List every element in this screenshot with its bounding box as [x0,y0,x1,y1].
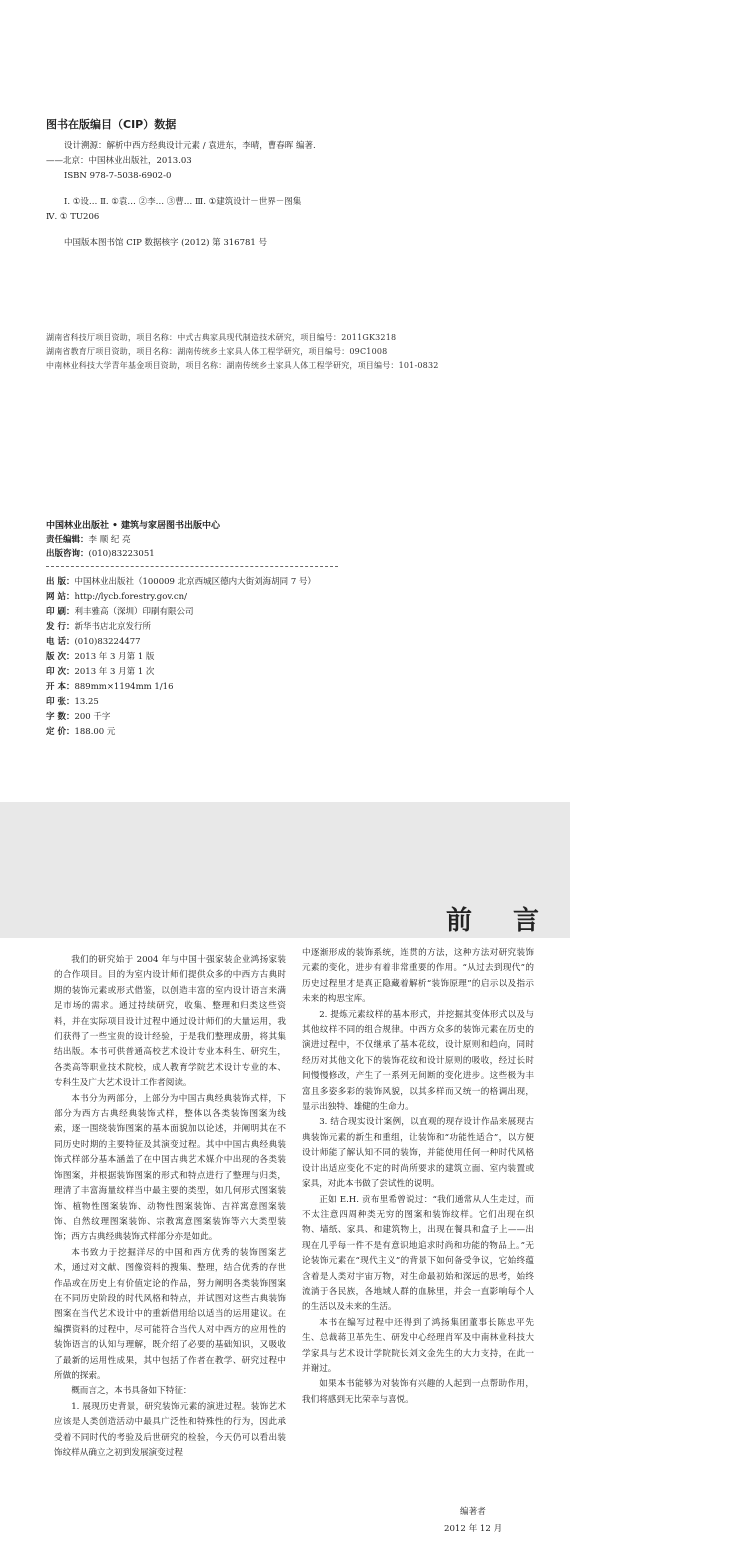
cip-line-class-number: Ⅳ. ① TU206 [46,212,100,222]
preface-paragraph: 3. 结合现实设计案例，以直观的现存设计作品来展现古典装饰元素的新生和重组，让装饰和“功能性适合”，以方便设计师能了解认知不同的装饰，并能使用任何一种时代风格设计出适应变化不定的时尚所要求的建筑立面、室内装置或家具，对此本书做了尝试性的说明。 [302,1117,534,1190]
preface-paragraph: 中逐渐形成的装饰系统，连贯的方法，这种方法对研究装饰元素的变化，进步有着非常重要的作用。“从过去到现代”的历史过程里才是真正隐藏着解析“装饰原理”的启示以及指示未来的构思宝库。 [302,948,534,1005]
pub-info-label: 定 价： [46,727,75,737]
pub-info-label: 开 本： [46,682,75,692]
pub-info-value: 新华书店北京发行所 [74,622,151,632]
pub-info-value: 200 千字 [74,712,111,722]
consult-value: (010)83223051 [88,549,155,559]
preface-paragraph: 本书在编写过程中还得到了鸿扬集团董事长陈忠平先生、总裁蒋卫革先生、研发中心经理肖军及中南林业科技大学家具与艺术设计学院院长刘文金先生的大力支持，在此一并谢过。 [302,1317,534,1374]
preface-paragraph: 如果本书能够为对装饰有兴趣的人起到一点帮助作用，我们将感到无比荣幸与喜悦。 [302,1379,534,1405]
pub-info-row [46,575,316,587]
pub-info-value: 2013 年 3 月第 1 版 [74,652,155,662]
consult-label: 出版咨询： [46,549,89,559]
pub-info-row [46,725,115,737]
pub-info-label: 电 话： [46,637,75,647]
pub-info-label: 网 站： [46,592,75,602]
pub-info-label: 印 次： [46,667,75,677]
pub-info-row [46,635,141,647]
preface-paragraph: 2. 提炼元素纹样的基本形式，并挖掘其变体形式以及与其他纹样不同的组合规律。中西方众多的装饰元素在历史的演进过程中，不仅继承了基本花纹，设计原则和趋向，同时经历对其他文化下的装饰花纹和设计原则的吸收，经过长时间慢慢修改，产生了一系列无间断的变化进步。这些极为丰富且多姿多彩的装饰风貌，以其多样而又统一的格调出现，显示出独特、雄健的生命力。 [302,1009,534,1113]
pub-info-value: 13.25 [74,697,99,707]
pub-info-label: 出 版： [46,577,75,587]
publisher-heading: 中国林业出版社 • 建筑与家居图书出版中心 [46,521,221,531]
preface-title: 前 言 [446,906,556,936]
pub-info-label: 发 行： [46,622,75,632]
preface-paragraph: 正如 E.H. 贡布里希曾说过：“我们通常从人生走过，而不太注意四周种类无穷的图案和装饰纹样。它们出现在织物、墙纸、家具、和建筑物上，出现在餐具和盒子上——出现在几乎每一件不是有意识地追求时尚和功能的物品上。”无论装饰元素在“现代主义”的背景下如何备受争议，它始终蕴含着是人类对宇宙万物，对生命最初始和深远的思考，始终流淌于各民族，各地域人群的血脉里，并会一直影响每个人的生活以及未来的生活。 [302,1194,534,1313]
funding-line: 湖南省科技厅项目资助，项目名称：中式古典家具现代制造技术研究，项目编号：2011GK3218 [46,333,397,342]
preface-paragraph: 概而言之，本书具备如下特征： [71,1386,192,1397]
pub-info-label: 字 数： [46,712,75,722]
preface-right-column [302,946,534,1408]
funding-line: 湖南省教育厅项目资助，项目名称：湖南传统乡土家具人体工程学研究，项目编号：09C1008 [46,347,388,356]
preface-left-column [54,953,286,1461]
website-link[interactable]: http://lycb.forestry.gov.cn/ [74,592,187,602]
pub-info-row [46,650,154,662]
cip-line-title: 设计溯源：解析中西方经典设计元素 / 袁进东，李晴，曹春晖 编著. [64,141,316,151]
preface-paragraph: 1. 展现历史背景，研究装饰元素的演进过程。装饰艺术应该是人类创造活动中最具广泛性和特殊性的行为，因此承受着不同时代的考验及后世研究的检验，今天仍可以看出装饰纹样从确立之初到发展演变过程 [54,1401,286,1458]
pub-info-row [46,605,193,617]
pub-info-value: 利丰雅高（深圳）印刷有限公司 [74,607,194,617]
preface-date: 2012 年 12 月 [444,1524,503,1534]
dashed-divider [46,566,338,567]
preface-paragraph: 本书分为两部分，上部分为中国古典经典装饰式样，下部分为西方古典经典装饰式样，整体以各类装饰图案为线索，逐一围绕装饰图案的基本面貌加以论述，并阐明其在不同历史时期的主要特征及其演变过程。其中中国古典经典装饰式样部分基本涵盖了在中国古典艺术媒介中出现的各类装饰图案，并根据装饰图案的形式和特点进行了整理与归类，理清了丰富海量纹样当中最主要的类型，如几何形式图案装饰、植物性图案装饰、动物性图案装饰、吉祥寓意图案装饰、自然纹理图案装饰、宗教寓意图案装饰等六大类型装饰；西方古典经典装饰式样部分亦是如此。 [54,1093,286,1243]
pub-info-label: 印 张： [46,697,75,707]
pub-info-row [46,695,99,707]
cip-line-publisher: ——北京：中国林业出版社，2013.03 [46,156,192,166]
pub-info-value: 188.00 元 [74,727,116,737]
consult-row [46,547,155,559]
editor-row [46,533,131,545]
cip-line-isbn: ISBN 978-7-5038-6902-0 [64,171,172,181]
pub-info-value: 2013 年 3 月第 1 次 [74,667,155,677]
cip-title: 图书在版编目（CIP）数据 [46,118,177,131]
pub-info-row [46,710,110,722]
pub-info-row [46,620,151,632]
pub-info-value: (010)83224477 [74,637,141,647]
preface-paragraph: 本书致力于挖掘洋尽的中国和西方优秀的装饰图案艺术，通过对文献、图像资料的搜集、整理，结合优秀的存世作品或在历史上有价值定论的作品，努力阐明各类装饰图案在不同历史阶段的时代风格和特点，并试图对这些古典装饰图案在当代艺术设计中的重新借用给以适当的运用建议。在编撰资料的过程中，尽可能符合当代人对中西方的应用性的装饰语言的认知与理解，既介绍了必要的基础知识，又吸收了最新的运用性成果，其中包括了作者在教学、研究过程中所做的探索。 [54,1247,286,1381]
pub-info-value: 889mm×1194mm 1/16 [74,682,174,692]
editor-value: 李 顺 纪 亮 [88,535,131,545]
cip-line-record-number: 中国版本图书馆 CIP 数据核字 (2012) 第 316781 号 [64,238,268,248]
pub-info-value: 中国林业出版社（100009 北京西城区德内大街刘海胡同 7 号） [74,577,316,587]
cip-line-classification: Ⅰ. ①设… Ⅱ. ①袁… ②李… ③曹… Ⅲ. ①建筑设计－世界－图集 [64,197,302,207]
pub-info-row [46,680,173,692]
pub-info-label: 印 刷： [46,607,75,617]
pub-info-label: 版 次： [46,652,75,662]
pub-info-row [46,590,187,602]
preface-paragraph: 我们的研究始于 2004 年与中国十强家装企业鸿扬家装的合作项目。目的为室内设计师们提供众多的中西方古典时期的装饰元素或形式借鉴，以创造丰富的室内设计语言来满足市场的需求。通过持续研究，收集、整理和归类这些资料，并在实际项目设计过程中通过设计师们的大量运用，我们获得了一些宝贵的设计经验，于是我们整理成册，将其集结出版。本书可供普通高校艺术设计专业本科生、研究生，各类高等职业技术院校，成人教育学院艺术设计专业的本、专科生及广大艺术设计工作者阅读。 [54,955,286,1089]
funding-line: 中南林业科技大学青年基金项目资助，项目名称：湖南传统乡土家具人体工程学研究，项目编号：101-0832 [46,361,439,370]
preface-signature: 编著者 [460,1507,486,1517]
editor-label: 责任编辑： [46,535,89,545]
pub-info-row [46,665,154,677]
